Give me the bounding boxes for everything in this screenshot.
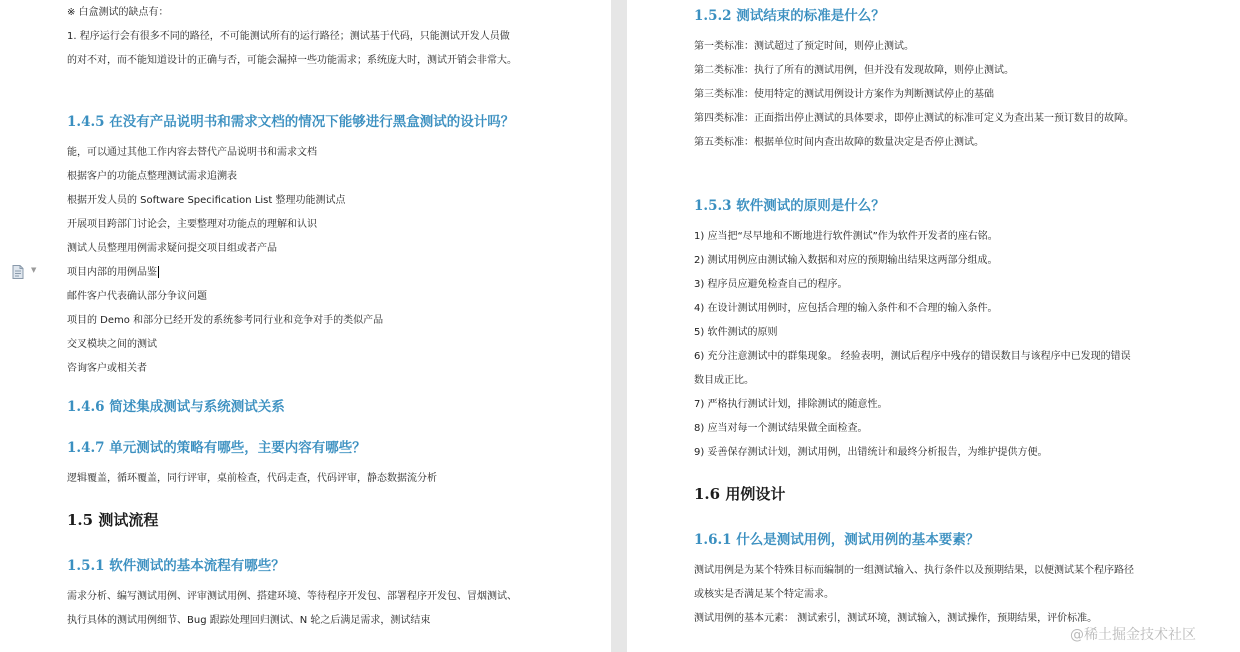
paragraph-1-6-1-line-3: 测试用例的基本元素： 测试索引，测试环境，测试输入，测试操作，预期结果，评价标准。 <box>694 613 1098 624</box>
intro-item-line-2: 的对不对，而不能知道设计的正确与否，可能会漏掉一些功能需求；系统庞大时，测试开销会非常大。 <box>67 55 517 66</box>
list-item: 9) 妥善保存测试计划，测试用例，出错统计和最终分析报告，为维护提供方便。 <box>694 447 1048 458</box>
heading-1-4-6: 1.4.6 简述集成测试与系统测试关系 <box>67 399 285 415</box>
intro-note: ※ 白盒测试的缺点有： <box>67 7 169 18</box>
paragraph-1-4-7: 逻辑覆盖，循环覆盖，同行评审，桌前检查，代码走查，代码评审，静态数据流分析 <box>67 473 437 484</box>
list-item: 项目的 Demo 和部分已经开发的系统参考同行业和竞争对手的类似产品 <box>67 315 384 326</box>
list-item: 第一类标准：测试超过了预定时间，则停止测试。 <box>694 41 914 52</box>
list-item: 能，可以通过其他工作内容去替代产品说明书和需求文档 <box>67 147 317 158</box>
list-item: 测试人员整理用例需求疑问提交项目组或者产品 <box>67 243 277 254</box>
document-page-left[interactable] <box>0 0 611 652</box>
list-item: 开展项目跨部门讨论会，主要整理对功能点的理解和认识 <box>67 219 317 230</box>
heading-1-5-3: 1.5.3 软件测试的原则是什么？ <box>694 198 885 214</box>
list-item: 根据客户的功能点整理测试需求追溯表 <box>67 171 237 182</box>
heading-1-5-2: 1.5.2 测试结束的标准是什么？ <box>694 8 885 24</box>
paragraph-1-5-1-line-1: 需求分析、编写测试用例、评审测试用例、搭建环境、等待程序开发包、部署程序开发包、冒烟测试、 <box>67 591 517 602</box>
list-item: 3) 程序员应避免检查自己的程序。 <box>694 279 848 290</box>
list-item: 邮件客户代表确认部分争议问题 <box>67 291 207 302</box>
list-item: 第二类标准：执行了所有的测试用例，但并没有发现故障，则停止测试。 <box>694 65 1014 76</box>
list-item-with-cursor[interactable] <box>67 266 159 280</box>
list-item: 5) 软件测试的原则 <box>694 327 778 338</box>
list-item: 根据开发人员的 Software Specification List 整理功能测试点 <box>67 195 346 206</box>
list-item: 第四类标准：正面指出停止测试的具体要求，即停止测试的标准可定义为查出某一预订数目的故障。 <box>694 113 1134 124</box>
chevron-down-icon[interactable]: ▼ <box>31 266 37 274</box>
heading-1-5-1: 1.5.1 软件测试的基本流程有哪些？ <box>67 558 285 574</box>
list-item: 咨询客户或相关者 <box>67 363 147 374</box>
list-item: 8) 应当对每一个测试结果做全面检查。 <box>694 423 868 434</box>
paragraph-1-5-1-line-2: 执行具体的测试用例细节、Bug 跟踪处理回归测试、N 轮之后满足需求，测试结束 <box>67 615 431 626</box>
list-item: 项目内部的用例品鉴 <box>67 267 157 278</box>
list-item: 2) 测试用例应由测试输入数据和对应的预期输出结果这两部分组成。 <box>694 255 998 266</box>
text-cursor <box>158 266 159 278</box>
watermark: @稀土掘金技术社区 <box>1070 627 1196 643</box>
heading-1-5: 1.5 测试流程 <box>67 511 159 529</box>
intro-item-line-1: 1. 程序运行会有很多不同的路径，不可能测试所有的运行路径；测试基于代码，只能测试开发人员做 <box>67 31 510 42</box>
list-item: 数目成正比。 <box>694 375 754 386</box>
list-item: 6) 充分注意测试中的群集现象。 经验表明，测试后程序中残存的错误数目与该程序中已发现的错误 <box>694 351 1131 362</box>
heading-1-4-7: 1.4.7 单元测试的策略有哪些，主要内容有哪些？ <box>67 440 366 456</box>
document-page-right[interactable] <box>627 0 1240 652</box>
page-icon[interactable] <box>12 265 24 279</box>
list-item: 1) 应当把“尽早地和不断地进行软件测试”作为软件开发者的座右铭。 <box>694 231 998 242</box>
heading-1-6-1: 1.6.1 什么是测试用例，测试用例的基本要素？ <box>694 532 980 548</box>
list-item: 4) 在设计测试用例时，应包括合理的输入条件和不合理的输入条件。 <box>694 303 998 314</box>
list-item: 第五类标准：根据单位时间内查出故障的数量决定是否停止测试。 <box>694 137 984 148</box>
list-item: 7) 严格执行测试计划，排除测试的随意性。 <box>694 399 888 410</box>
heading-1-6: 1.6 用例设计 <box>694 485 786 503</box>
list-item: 交叉模块之间的测试 <box>67 339 157 350</box>
list-item: 第三类标准：使用特定的测试用例设计方案作为判断测试停止的基础 <box>694 89 994 100</box>
paragraph-1-6-1-line-1: 测试用例是为某个特殊目标而编制的一组测试输入、执行条件以及预期结果，以便测试某个程序路径 <box>694 565 1134 576</box>
paragraph-1-6-1-line-2: 或核实是否满足某个特定需求。 <box>694 589 834 600</box>
heading-1-4-5: 1.4.5 在没有产品说明书和需求文档的情况下能够进行黑盒测试的设计吗？ <box>67 114 515 130</box>
